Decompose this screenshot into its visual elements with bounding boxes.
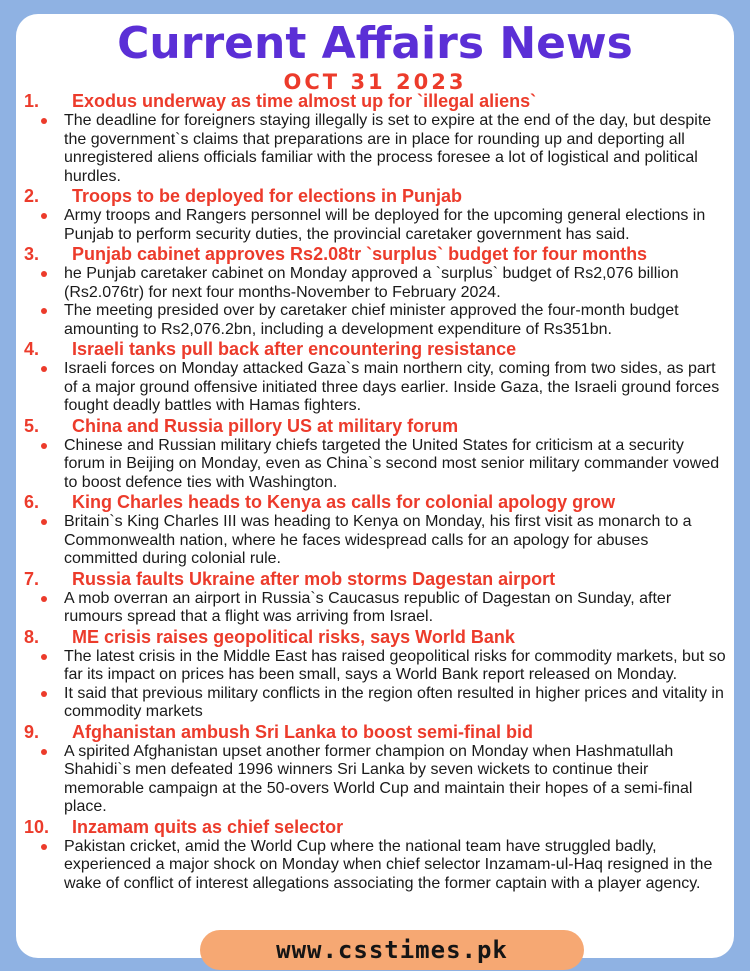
news-headline-text: King Charles heads to Kenya as calls for colonial apology grow — [72, 492, 616, 512]
news-item-2 — [24, 186, 726, 244]
news-bullets — [24, 207, 726, 244]
news-item-8 — [24, 627, 726, 722]
news-item-3 — [24, 244, 726, 339]
news-number: 5. — [24, 415, 40, 436]
news-number: 4. — [24, 339, 40, 359]
news-number: 9. — [24, 721, 40, 742]
news-headline-text: Russia faults Ukraine after mob storms Dagestan airport — [72, 568, 556, 589]
news-headline — [24, 186, 726, 207]
news-bullet: Pakistan cricket, amid the World Cup where the national team have struggled badly, experienced a major shock on Monday when chief selector Inzamam-ul-Haq resigned in the wake of conflict of interest allegations associating the former captain with a player agency. — [24, 838, 726, 894]
news-bullets — [24, 360, 726, 416]
news-bullet: Army troops and Rangers personnel will be deployed for the upcoming general elections in Punjab to perform security duties, the provincial caretaker government has said. — [24, 207, 726, 244]
news-headline — [24, 817, 726, 838]
news-number: 1. — [24, 91, 40, 111]
news-item-7 — [24, 569, 726, 627]
news-number: 6. — [24, 492, 40, 512]
news-number: 3. — [24, 244, 40, 264]
news-bullet: The deadline for foreigners staying illegally is set to expire at the end of the day, but despite the government`s claims that preparations are in place for rounding up and deporting all unregistered aliens officials familiar with the process foresee a lot of logistical and political hurdles. — [24, 112, 726, 186]
news-item-10 — [24, 817, 726, 894]
news-headline-text: Inzamam quits as chief selector — [72, 816, 344, 837]
news-headline — [24, 339, 726, 360]
news-headline-text: Punjab cabinet approves Rs2.08tr `surplus` budget for four months — [72, 244, 648, 264]
news-headline — [24, 569, 726, 590]
news-bullet: A spirited Afghanistan upset another former champion on Monday when Hashmatullah Shahidi`s men defeated 1996 winners Sri Lanka by seven wickets to continue their memorable campaign at the 50-overs World Cup and maintain their hopes of a semi-final place. — [24, 743, 726, 817]
news-sheet — [16, 14, 734, 958]
news-bullets — [24, 838, 726, 894]
news-number: 2. — [24, 186, 40, 206]
news-headline — [24, 492, 726, 513]
news-number: 8. — [24, 626, 40, 647]
news-bullets — [24, 513, 726, 569]
news-bullets — [24, 743, 726, 817]
news-bullet: A mob overran an airport in Russia`s Caucasus republic of Dagestan on Sunday, after rumours spread that a flight was arriving from Israel. — [24, 590, 726, 627]
news-bullets — [24, 265, 726, 339]
news-bullet: Chinese and Russian military chiefs targeted the United States for criticism at a security forum in Beijing on Monday, even as China`s second most senior military commander vowed to boost defence ties with Washington. — [24, 437, 726, 493]
news-list — [24, 91, 726, 893]
news-headline — [24, 627, 726, 648]
news-item-9 — [24, 722, 726, 817]
news-bullet: Britain`s King Charles III was heading to Kenya on Monday, his first visit as monarch to a Commonwealth nation, where he faces widespread calls for an apology for abuses committed during colonial rule. — [24, 513, 726, 569]
news-bullets — [24, 112, 726, 186]
news-number: 7. — [24, 568, 40, 589]
news-headline-text: China and Russia pillory US at military forum — [72, 415, 459, 436]
news-bullet: The latest crisis in the Middle East has raised geopolitical risks for commodity markets, but so far its impact on prices has been small, says a World Bank report released on Monday. — [24, 648, 726, 685]
news-headline — [24, 722, 726, 743]
website-link[interactable]: www.csstimes.pk — [200, 930, 584, 970]
news-bullets — [24, 590, 726, 627]
news-bullet: he Punjab caretaker cabinet on Monday approved a `surplus` budget of Rs2,076 billion (Rs2.076tr) for next four months-November to February 2024. — [24, 265, 726, 302]
news-headline-text: Troops to be deployed for elections in Punjab — [72, 186, 463, 206]
news-bullet: The meeting presided over by caretaker chief minister approved the four-month budget amounting to Rs2,076.2bn, including a development expenditure of Rs351bn. — [24, 302, 726, 339]
page-title: Current Affairs News — [117, 18, 633, 69]
news-headline-text: Israeli tanks pull back after encountering resistance — [72, 339, 517, 359]
news-item-6 — [24, 492, 726, 569]
news-item-4 — [24, 339, 726, 416]
news-bullet: It said that previous military conflicts in the region often resulted in higher prices and vitality in commodity markets — [24, 685, 726, 722]
page-date: OCT 31 2023 — [283, 70, 467, 94]
news-headline — [24, 244, 726, 265]
news-bullet: Israeli forces on Monday attacked Gaza`s main northern city, coming from two sides, as part of a major ground offensive initiated three days earlier. Inside Gaza, the Israeli ground forces fought deadly battles with Hamas fighters. — [24, 360, 726, 416]
news-item-1 — [24, 91, 726, 186]
news-headline-text: Afghanistan ambush Sri Lanka to boost semi-final bid — [72, 721, 534, 742]
news-headline-text: Exodus underway as time almost up for `illegal aliens` — [72, 91, 537, 111]
news-headline-text: ME crisis raises geopolitical risks, says World Bank — [72, 626, 515, 647]
news-number: 10. — [24, 816, 50, 837]
news-headline — [24, 91, 726, 112]
news-bullets — [24, 437, 726, 493]
news-bullets — [24, 648, 726, 722]
news-item-5 — [24, 416, 726, 493]
news-headline — [24, 416, 726, 437]
